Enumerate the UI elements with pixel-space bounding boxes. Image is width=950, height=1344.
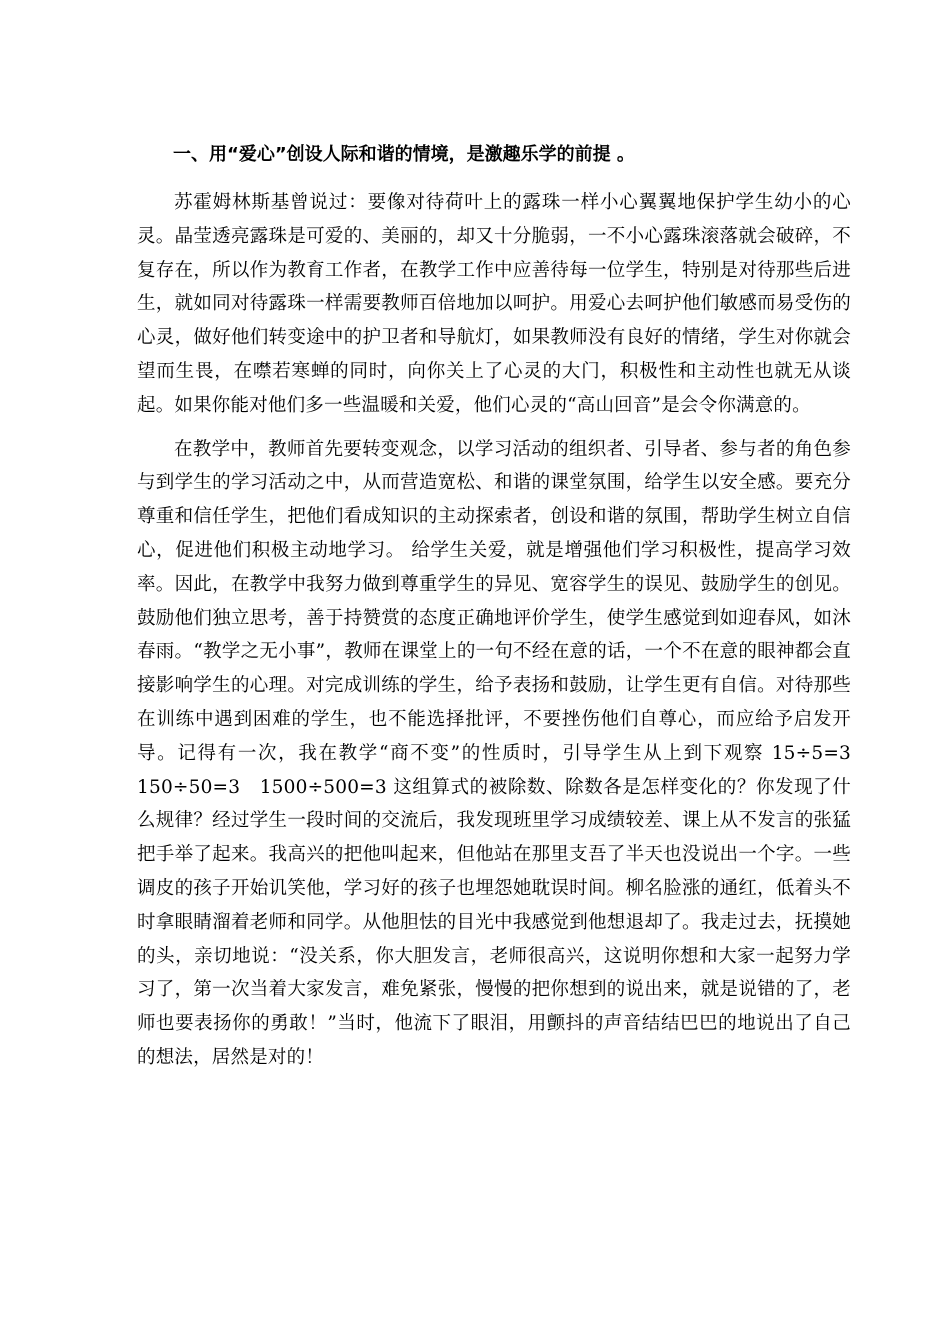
document-page	[137, 142, 870, 1085]
paragraph-teaching: 在教学中，教师首先要转变观念，以学习活动的组织者、引导者、参与者的角色参与到学生的学习活动之中，从而营造宽松、和谐的课堂氛围，给学生以安全感。要充分尊重和信任学生，把他们看成知识的主动探索者，创设和谐的氛围，帮助学生树立自信心，促进他们积极主动地学习。 给学生关爱，就是增强他们学习积极性，提高学习效率。因此，在教学中我努力做到尊重学生的异见、宽容学生的误见、鼓励学生的创见。鼓励他们独立思考，善于持赞赏的态度正确地评价学生，使学生感觉到如迎春风，如沐春雨。“教学之无小事”，教师在课堂上的一句不经在意的话，一个不在意的眼神都会直接影响学生的心理。对完成训练的学生，给予表扬和鼓励，让学生更有自信。对待那些在训练中遇到困难的学生，也不能选择批评，不要挫伤他们自尊心，而应给予启发开导。记得有一次，我在教学“商不变”的性质时，引导学生从上到下观察 15÷5=3 150÷50=3 1500÷500=3 这组算式的被除数、除数各是怎样变化的？你发现了什么规律？经过学生一段时间的交流后，我发现班里学习成绩较差、课上从不发言的张猛把手举了起来。我高兴的把他叫起来，但他站在那里支吾了半天也没说出一个字。一些调皮的孩子开始讥笑他，学习好的孩子也埋怨她耽误时间。柳名脸涨的通红，低着头不时拿眼睛溜着老师和同学。从他胆怯的目光中我感觉到他想退却了。我走过去，抚摸她的头，亲切地说：“没关系，你大胆发言，老师很高兴，这说明你想和大家一起努力学习了，第一次当着大家发言，难免紧张，慢慢的把你想到的说出来，就是说错的了，老师也要表扬你的勇敢！”当时，他流下了眼泪，用颤抖的声音结结巴巴的地说出了自己的想法，居然是对的！	[137, 438, 870, 1068]
section-heading: 一、用“爱心”创设人际和谐的情境，是激趣乐学的前提 。	[173, 144, 635, 165]
paragraph-suhomlinsky: 苏霍姆林斯基曾说过：要像对待荷叶上的露珠一样小心翼翼地保护学生幼小的心灵。晶莹透亮露珠是可爱的、美丽的，却又十分脆弱，一不小心露珠滚落就会破碎，不复存在，所以作为教育工作者，在教学工作中应善待每一位学生，特别是对待那些后进生，就如同对待露珠一样需要教师百倍地加以呵护。用爱心去呵护他们敏感而易受伤的心灵，做好他们转变途中的护卫者和导航灯，如果教师没有良好的情绪，学生对你就会望而生畏，在噤若寒蝉的同时，向你关上了心灵的大门，积极性和主动性也就无从谈起。如果你能对他们多一些温暖和关爱，他们心灵的“高山回音”是会令你满意的。	[137, 192, 851, 416]
